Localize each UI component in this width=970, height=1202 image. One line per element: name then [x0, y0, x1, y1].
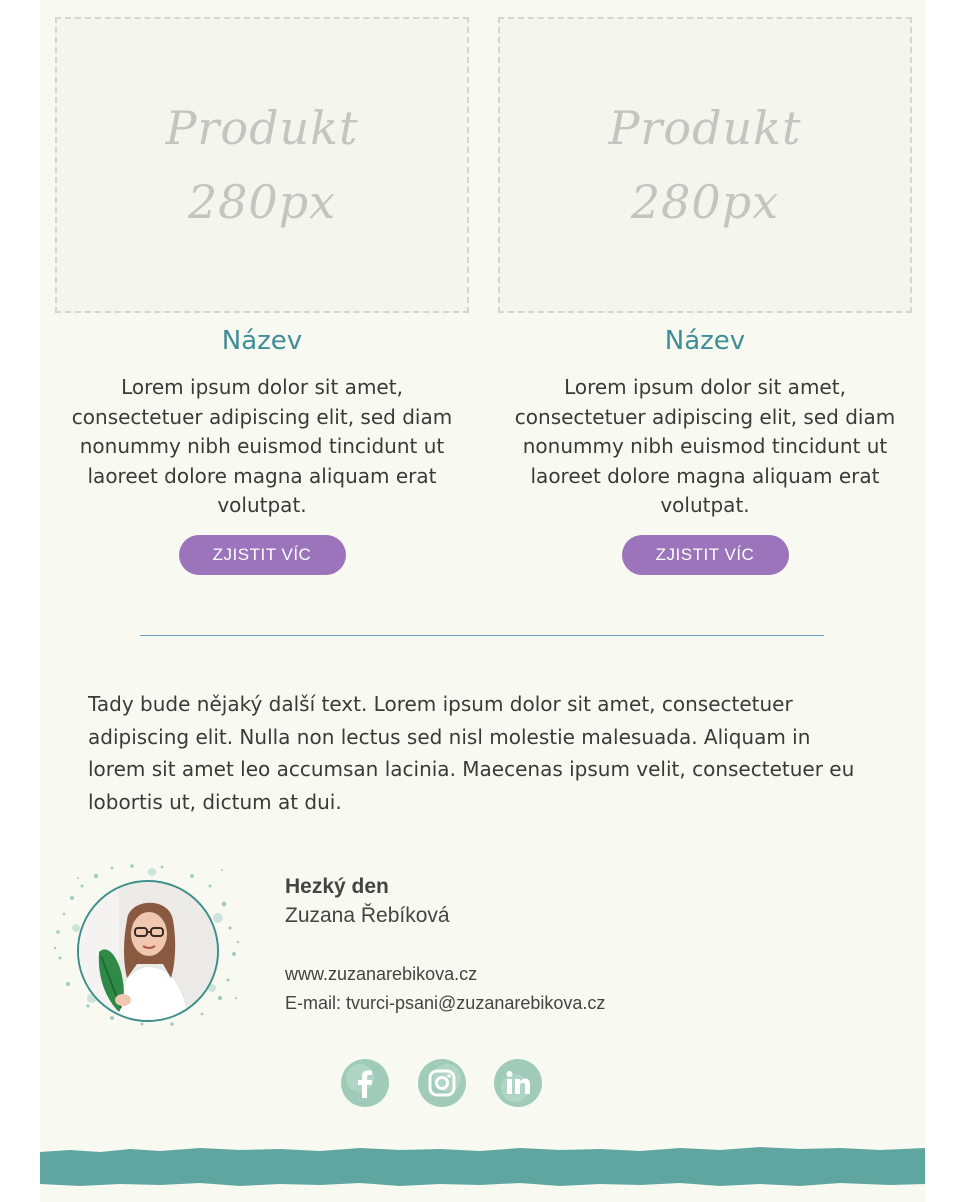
email-body — [40, 0, 925, 1202]
footer-band — [40, 1140, 925, 1188]
website-link[interactable]: www.zuzanarebikova.cz — [285, 964, 478, 984]
signature-name: Zuzana Řebíková — [285, 904, 450, 927]
placeholder-size: 280px — [630, 175, 780, 229]
product-title: Název — [221, 326, 303, 356]
instagram-icon[interactable] — [417, 1058, 467, 1108]
product-description: Lorem ipsum dolor sit amet, consectetuer adipiscing elit, sed diam nonummy nibh euismod tincidunt ut laoreet dolore magna aliquam erat volutpat. — [71, 375, 453, 517]
product-title: Název — [664, 326, 746, 356]
product-image-placeholder[interactable] — [498, 17, 912, 313]
signature-greeting: Hezký den — [285, 875, 389, 898]
portrait-illustration — [79, 882, 217, 1020]
placeholder-size: 280px — [187, 175, 337, 229]
product-description: Lorem ipsum dolor sit amet, consectetuer adipiscing elit, sed diam nonummy nibh euismod tincidunt ut laoreet dolore magna aliquam erat volutpat. — [514, 375, 896, 517]
placeholder-label: Produkt — [608, 101, 802, 155]
body-paragraph: Tady bude nějaký další text. Lorem ipsum dolor sit amet, consectetuer adipiscing elit. Nulla non lectus sed nisl molestie malesuada. Aliquam in lorem sit amet leo accumsan lacinia. Maecenas ipsum velit, consectetuer eu lobortis ut, dictum at dui. — [88, 692, 855, 814]
learn-more-button[interactable]: ZJISTIT VÍC — [179, 535, 346, 575]
product-card — [55, 17, 469, 575]
signature-block — [285, 872, 605, 1018]
avatar-frame — [52, 858, 242, 1028]
product-card — [498, 17, 912, 575]
section-divider — [140, 635, 824, 636]
linkedin-icon[interactable] — [493, 1058, 543, 1108]
learn-more-button[interactable]: ZJISTIT VÍC — [622, 535, 789, 575]
facebook-icon[interactable] — [340, 1058, 390, 1108]
placeholder-label: Produkt — [165, 101, 359, 155]
email-link[interactable]: E-mail: tvurci-psani@zuzanarebikova.cz — [285, 993, 606, 1013]
avatar — [77, 880, 219, 1022]
product-image-placeholder[interactable] — [55, 17, 469, 313]
